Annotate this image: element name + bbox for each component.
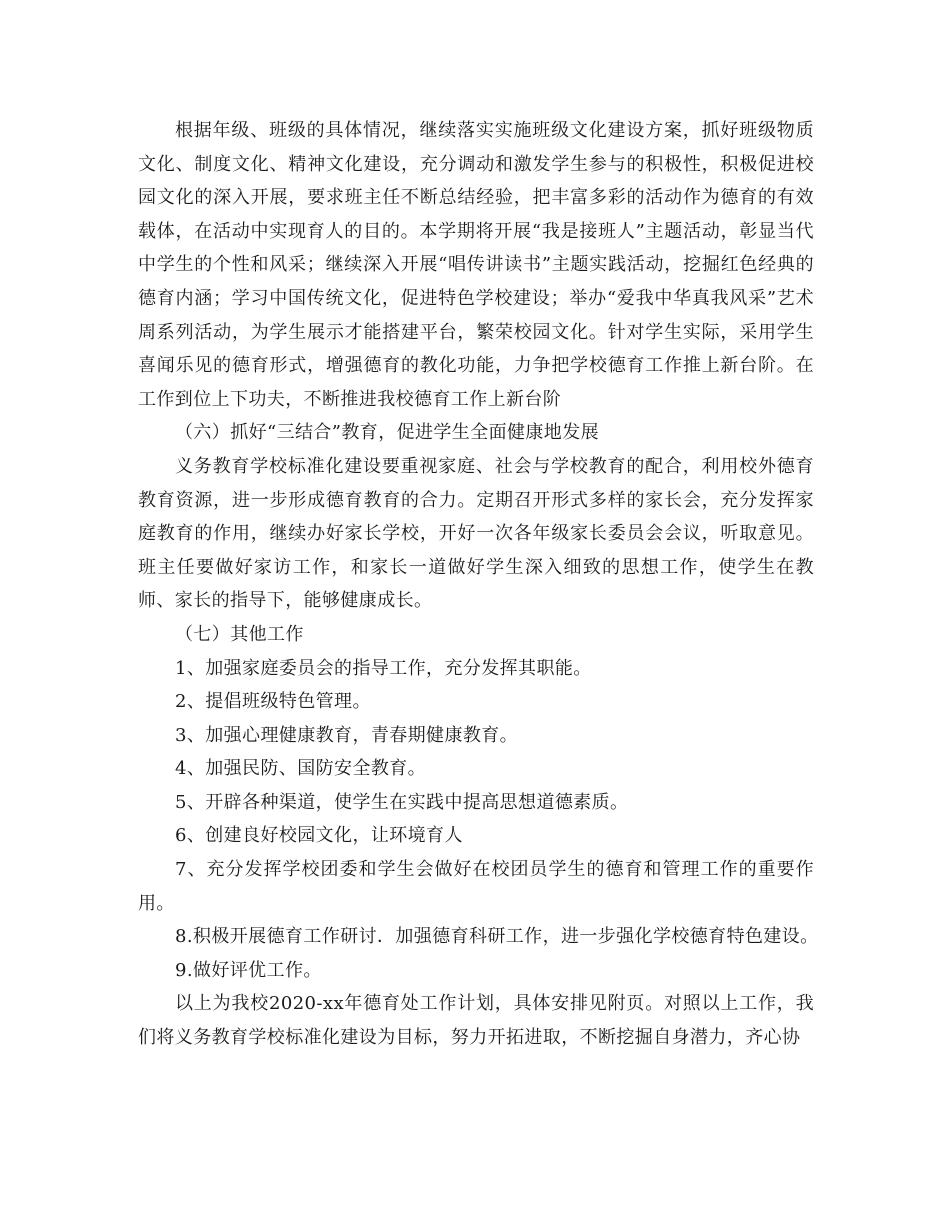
list-item: 9.做好评优工作。 xyxy=(175,959,322,981)
section-heading-seven: （七）其他工作 xyxy=(175,623,304,645)
list-item: 7、充分发挥学校团委和学生会做好在校团员学生的德育和管理工作的重要作用。 xyxy=(138,859,814,914)
list-item: 3、加强心理健康教育，青春期健康教育。 xyxy=(175,724,519,746)
document-body xyxy=(138,114,819,1055)
list-item: 1、加强家庭委员会的指导工作，充分发挥其职能。 xyxy=(175,657,592,679)
paragraph-summary: 以上为我校2020-xx年德育处工作计划，具体安排见附页。对照以上工作，我们将义务教育学校标准化建设为目标，努力开拓进取，不断挖掘自身潜力，齐心协 xyxy=(138,993,814,1049)
list-item: 4、加强民防、国防安全教育。 xyxy=(175,758,427,780)
list-item: 2、提倡班级特色管理。 xyxy=(175,691,371,713)
list-item: 5、开辟各种渠道，使学生在实践中提高思想道德素质。 xyxy=(175,791,629,813)
paragraph-home-school: 义务教育学校标准化建设要重视家庭、社会与学校教育的配合，利用校外德育教育资源，进一步形成德育教育的合力。定期召开形式多样的家长会，充分发挥家庭教育的作用，继续办好家长学校，开好一次各年级家长委员会会议，听取意见。班主任要做好家访工作，和家长一道做好学生深入细致的思想工作，使学生在教师、家长的指导下，能够健康成长。 xyxy=(138,455,814,612)
section-heading-six: （六）抓好“三结合”教育，促进学生全面健康地发展 xyxy=(175,422,600,444)
list-item: 6、创建良好校园文化，让环境育人 xyxy=(175,825,463,847)
paragraph-class-culture: 根据年级、班级的具体情况，继续落实实施班级文化建设方案，抓好班级物质文化、制度文化、精神文化建设，充分调动和激发学生参与的积极性，积极促进校园文化的深入开展，要求班主任不断总结经验，把丰富多彩的活动作为德育的有效载体，在活动中实现育人的目的。本学期将开展“我是接班人”主题活动，彰显当代中学生的个性和风采；继续深入开展“唱传讲读书”主题实践活动，挖掘红色经典的德育内涵；学习中国传统文化，促进特色学校建设；举办“爱我中华真我风采”艺术周系列活动，为学生展示才能搭建平台，繁荣校园文化。针对学生实际，采用学生喜闻乐见的德育形式，增强德育的教化功能，力争把学校德育工作推上新台阶。在工作到位上下功夫，不断推进我校德育工作上新台阶 xyxy=(138,120,814,410)
list-item: 8.积极开展德育工作研讨．加强德育科研工作，进一步强化学校德育特色建设。 xyxy=(175,926,819,948)
